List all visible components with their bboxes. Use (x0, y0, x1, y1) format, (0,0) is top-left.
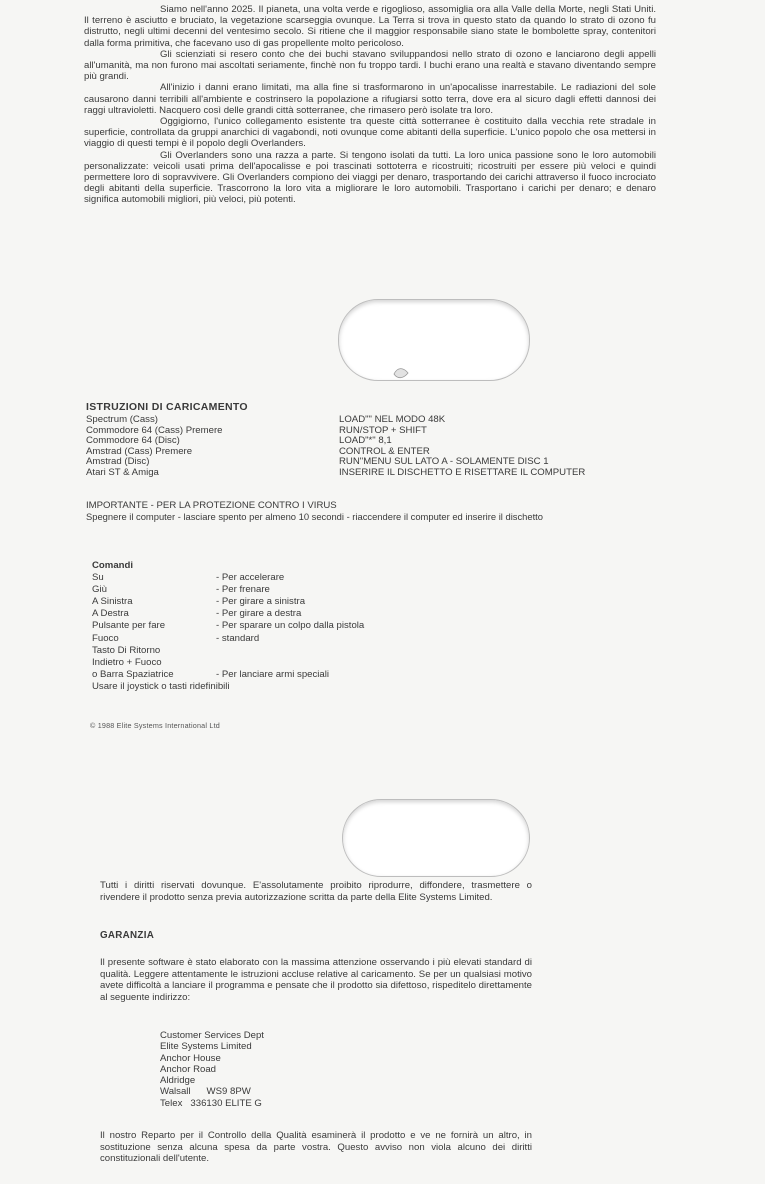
control-key: o Barra Spaziatrice (92, 668, 174, 680)
control-row (92, 572, 492, 584)
control-key: Giù (92, 584, 107, 596)
control-row (92, 645, 492, 657)
control-key: Su (92, 572, 104, 584)
address-line: Anchor Road (160, 1063, 216, 1075)
story-paragraph-1: Siamo nell'anno 2025. Il pianeta, una volta verde e rigoglioso, assomiglia ora alla Valle della Morte, negli Stati Uniti. Il terreno è asciutto e bruciato, la vegetazione scarseggia ovunque. La Terra si trova in questo stato da quando lo strato di ozono fu distrutto, negli ultimi decenni del ventesimo secolo. Si ritiene che il maggior responsabile siano state le bombolette spray, contenitori dalla forma primitiva, che facevano uso di gas propellente molto pericoloso. (84, 4, 656, 49)
control-key: A Sinistra (92, 596, 133, 608)
control-row (92, 669, 492, 681)
loading-system: Atari ST & Amiga (86, 466, 159, 478)
control-row (92, 657, 492, 669)
story-paragraph-4: Oggigiorno, l'unico collegamento esistente tra queste città sotterranee è costituito dalla vecchia rete stradale in superficie, controllata da gruppi anarchici di vagabondi, noti ovunque come abitanti della superficie. L'unico popolo che osa mettersi in viaggio di questi tempi è il popolo degli Overlanders. (84, 116, 656, 150)
control-key: Tasto Di Ritorno (92, 644, 161, 656)
loading-command: RUN/STOP + SHIFT (339, 424, 427, 436)
control-row (92, 620, 492, 632)
control-row (92, 584, 492, 596)
controls-title: Comandi (92, 560, 134, 571)
loading-command: CONTROL & ENTER (339, 445, 430, 457)
control-action: - Per sparare un colpo dalla pistola (216, 620, 365, 632)
story-paragraph-3: All'inizio i danni erano limitati, ma alla fine si trasformarono in un'apocalisse inarrestabile. Le radiazioni del sole causarono danni terribili all'ambiente e costrinsero la popolazione a rifugiarsi sotto terra, dove era al sicuro dagli effetti dannosi dei raggi ultravioletti. Nacquero così delle grandi città sotterranee, che rimasero però isolate tra loro. (84, 82, 656, 116)
control-action: - Per frenare (216, 584, 270, 596)
loading-command: RUN"MENU SUL LATO A - SOLAMENTE DISC 1 (339, 456, 549, 468)
rights-notice: Tutti i diritti riservati dovunque. E'assolutamente proibito riprodurre, diffondere, trasmettere o rivendere il prodotto senza previa autorizzazione scritta da parte della Elite Systems Limited. (100, 880, 532, 903)
copyright-line: © 1988 Elite Systems International Ltd (90, 721, 220, 730)
address-line: Customer Services Dept (160, 1030, 264, 1041)
service-address (160, 1030, 264, 1109)
loading-table (86, 415, 666, 479)
control-row (92, 596, 492, 608)
address-line: Walsall WS9 8PW (160, 1086, 251, 1098)
address-line: Elite Systems Limited (160, 1041, 252, 1053)
story-text (84, 4, 656, 206)
loading-title: ISTRUZIONI DI CARICAMENTO (86, 401, 248, 413)
loading-system: Commodore 64 (Disc) (86, 435, 180, 447)
control-action: - Per lanciare armi speciali (216, 668, 330, 680)
loading-system: Amstrad (Cass) Premere (86, 445, 193, 457)
quality-control-notice: Il nostro Reparto per il Controllo della Qualità esaminerà il prodotto e ve ne fornirà un altro, in sostituzione senza alcuna spesa da parte vostra. Questo avviso non viola alcuno dei diritti constituzionali dell'utente. (100, 1130, 532, 1165)
control-row (92, 633, 492, 645)
control-action: - Per girare a destra (216, 608, 302, 620)
controls-footer: Usare il joystick o tasti ridefinibili (92, 680, 230, 692)
loading-command: LOAD"*" 8,1 (339, 435, 392, 447)
loading-row (86, 415, 666, 426)
address-line: Aldridge (160, 1075, 196, 1087)
controls-section (92, 560, 492, 693)
loading-system: Spectrum (Cass) (86, 414, 158, 425)
control-key: A Destra (92, 608, 129, 620)
loading-system: Amstrad (Disc) (86, 456, 150, 468)
address-line: Telex 336130 ELITE G (160, 1097, 262, 1109)
loading-system: Commodore 64 (Cass) Premere (86, 424, 223, 436)
control-key: Fuoco (92, 632, 119, 644)
loading-command: INSERIRE IL DISCHETTO E RISETTARE IL COMPUTER (339, 466, 586, 478)
loading-row (86, 468, 666, 479)
virus-warning-title: IMPORTANTE - PER LA PROTEZIONE CONTRO I VIRUS (86, 500, 337, 511)
control-key: Pulsante per fare (92, 620, 166, 632)
warranty-text: Il presente software è stato elaborato con la massima attenzione osservando i più elevati standard di qualità. Leggere attentamente le istruzioni accluse relative al caricamento. Se per un qualsiasi motivo avete difficoltà a lanciare il programma e pensate che il prodotto sia difettoso, rispeditelo direttamente al seguente indirizzo: (100, 957, 532, 1003)
control-key: Indietro + Fuoco (92, 656, 162, 668)
binder-hole-top (338, 299, 530, 381)
paper-tear-mark (390, 364, 414, 382)
control-action: - Per girare a sinistra (216, 596, 306, 608)
story-paragraph-5: Gli Overlanders sono una razza a parte. Si tengono isolati da tutti. La loro unica passione sono le loro automobili personalizzate: veicoli usati prima dell'apocalisse e poi trascinati sottoterra e ricostruiti; ricostruiti per essere più veloci e quindi permettere loro di sopravvivere. Gli Overlanders compiono dei viaggi per denaro, trasportando dei carichi attraverso il fuoco incrociato degli abitanti della superficie. Trascorrono la loro vita a migliorare le loro automobili. Trasportano i carichi per denaro; e denaro significa automobili migliori, più veloci, più potenti. (84, 149, 656, 206)
control-row (92, 608, 492, 620)
loading-command: LOAD"" NEL MODO 48K (339, 414, 446, 425)
story-paragraph-2: Gli scienziati si resero conto che dei buchi stavano sviluppandosi nello strato di ozono e lanciarono degli appelli all'umanità, ma non furono mai ascoltati seriamente, finchè non fu troppo tardi. I buchi erano una realtà e stavano diventando sempre più grandi. (84, 48, 656, 83)
control-action (216, 657, 492, 669)
address-line: Anchor House (160, 1052, 221, 1064)
virus-warning-text: Spegnere il computer - lasciare spento per almeno 10 secondi - riaccendere il computer ed inserire il dischetto (86, 511, 544, 522)
control-action: - standard (216, 632, 260, 644)
binder-hole-bottom (342, 799, 530, 877)
control-action (216, 645, 492, 657)
warranty-title: GARANZIA (100, 930, 155, 941)
control-action: - Per accelerare (216, 572, 285, 584)
